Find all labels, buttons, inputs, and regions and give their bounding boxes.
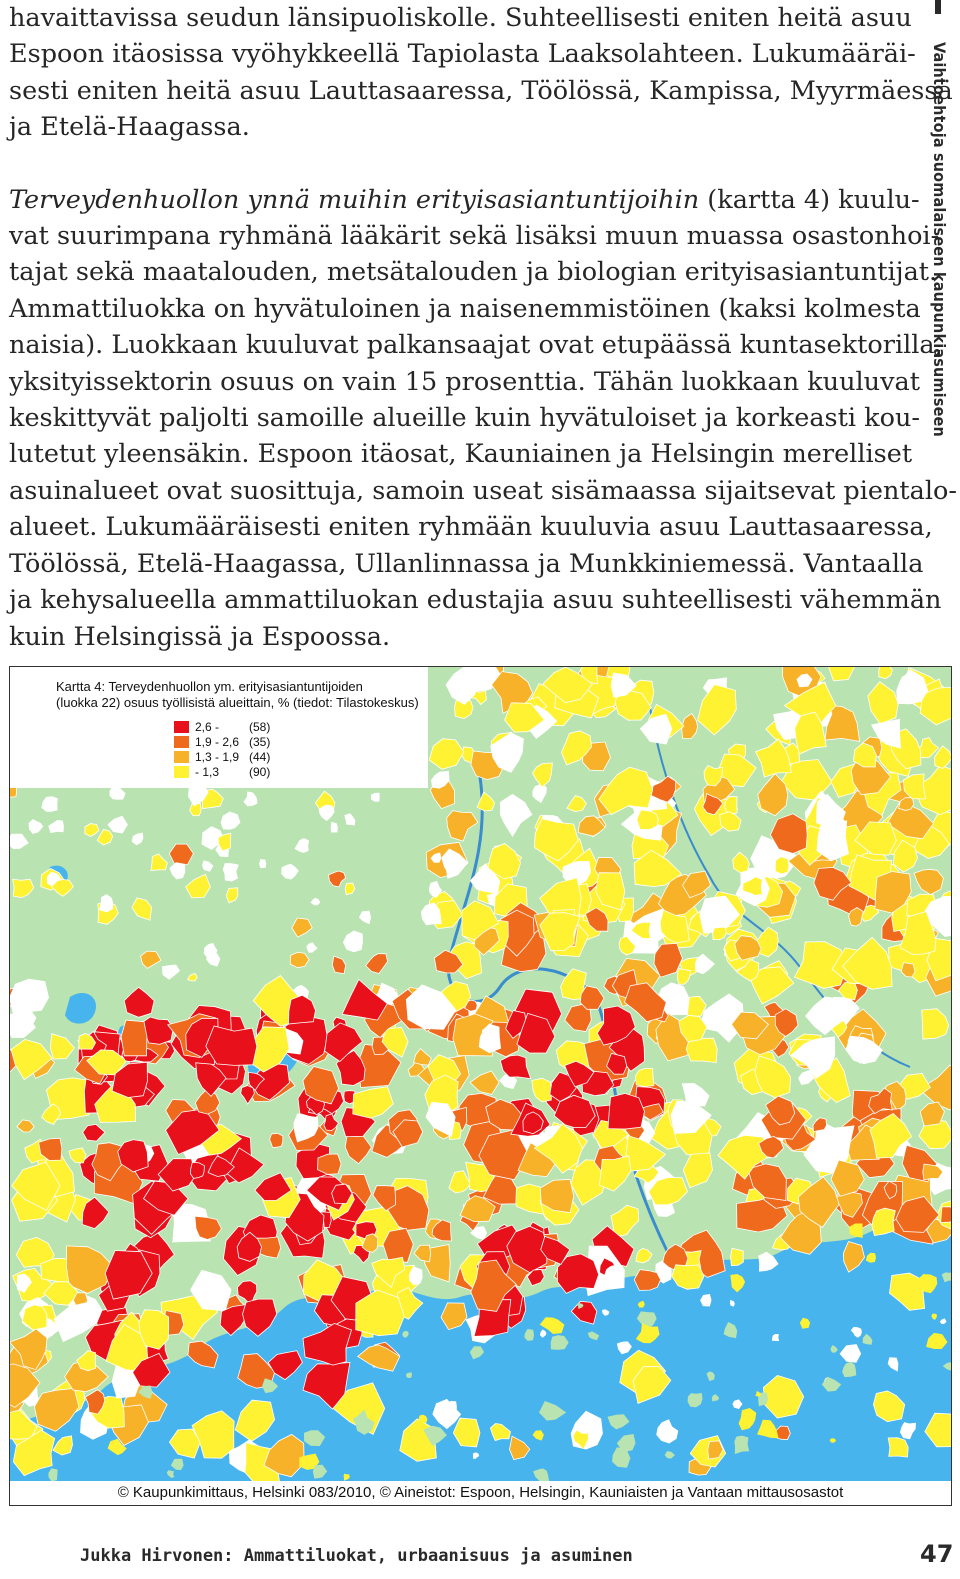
map-legend: [10, 667, 428, 788]
map-region: [10, 979, 49, 1013]
footer-author-title: Jukka Hirvonen: Ammattiluokat, urbaanisuus ja asuminen: [80, 1546, 633, 1566]
map-region: [731, 1248, 744, 1265]
map-title-line-2: (luokka 22) osuus työllisistä alueittain, % (tiedot: Tilastokeskus): [56, 695, 419, 710]
legend-swatch: [174, 721, 189, 733]
text-line: ja Etelä-Haagassa.: [9, 112, 250, 143]
map-region: [371, 793, 379, 801]
legend-count: (58): [249, 720, 271, 734]
page-number: 47: [920, 1540, 954, 1568]
legend-swatch: [174, 766, 189, 778]
map-region: [635, 1069, 654, 1087]
text-line: [9, 182, 920, 218]
map-region: [331, 822, 337, 832]
paragraph-1: [9, 0, 953, 146]
legend-range: 1,9 - 2,6: [195, 735, 240, 749]
map-graphic: [10, 667, 951, 1505]
map-region: [888, 1438, 908, 1457]
map-region: [223, 863, 238, 881]
map-region: [608, 1093, 645, 1129]
text-line: vat suurimpana ryhmänä lääkärit sekä lisäksi muun muassa osastonhoi-: [9, 221, 940, 252]
map-region: [725, 797, 737, 815]
legend-range: 2,6 -: [195, 720, 220, 734]
map-region: [713, 927, 727, 939]
legend-swatch: [174, 751, 189, 763]
text-line: asuinalueet ovat suosittuja, samoin useat sisämaassa sijaitsevat pientalo-: [9, 475, 957, 506]
legend-count: (90): [249, 765, 271, 779]
text-line: Töölössä, Etelä-Haagassa, Ullanlinnassa ja Munkkiniemessä. Vantaalla: [9, 548, 924, 579]
text-line: keskittyvät paljolti samoille alueille kuin hyvätuloiset ja korkeasti kou-: [9, 403, 920, 434]
map-region: [775, 857, 789, 874]
legend-count: (35): [249, 735, 271, 749]
text-line: tajat sekä maatalouden, metsätalouden ja biologian erityisasiantuntijat.: [9, 257, 938, 288]
text-line: ja kehysalueella ammattiluokan edustajia asuu suhteellisesti vähemmän: [9, 585, 942, 616]
text-line: yksityissektorin osuus on vain 15 prosenttia. Tähän luokkaan kuuluvat: [9, 366, 920, 397]
choropleth-map: [9, 666, 952, 1506]
island: [734, 1436, 749, 1455]
map-region: [191, 1162, 205, 1178]
text-line: Ammattiluokka on hyvätuloinen ja naisenemmistöinen (kaksi kolmesta: [9, 293, 921, 324]
map-region: [634, 1270, 660, 1291]
map-region: [318, 1154, 342, 1174]
legend-swatch: [174, 736, 189, 748]
legend-count: (44): [249, 750, 271, 764]
map-credit: © Kaupunkimittaus, Helsinki 083/2010, © Aineistot: Espoon, Helsingin, Kauniaisten ja Vantaan mittausosastot: [10, 1481, 951, 1505]
legend-range: - 1,3: [195, 765, 220, 779]
text-line: Espoon itäosissa vyöhykkeellä Tapiolasta Laaksolahteen. Lukumääräi-: [9, 39, 916, 70]
text-fragment: (kartta 4) kuulu-: [699, 184, 920, 215]
italic-term: Terveydenhuollon ynnä muihin erityisasiantuntijoihin: [9, 184, 700, 215]
side-running-title: Vaihtoehtoja suomalaiseen kaupunkiasumiseen: [930, 42, 949, 437]
map-region: [260, 860, 266, 868]
legend-range: 1,3 - 1,9: [195, 750, 240, 764]
side-bar-mark: [935, 0, 941, 14]
text-line: havaittavissa seudun länsipuoliskolle. Suhteellisesti eniten heitä asuu: [9, 3, 912, 33]
map-region: [941, 1207, 951, 1223]
text-line: sesti eniten heitä asuu Lauttasaaressa, Töölössä, Kampissa, Myyrmäessä: [9, 75, 953, 106]
map-region: [121, 1020, 147, 1056]
text-line: lutetut yleensäkin. Espoon itäosat, Kauniainen ja Helsingin merelliset: [9, 439, 913, 470]
map-title-line-1: Kartta 4: Terveydenhuollon ym. erityisasiantuntijoiden: [56, 679, 363, 694]
text-line: alueet. Lukumääräisesti eniten ryhmään kuuluvia asuu Lauttasaaressa,: [9, 512, 933, 543]
map-region: [270, 1133, 283, 1147]
text-line: naisia). Luokkaan kuuluvat palkansaajat ovat etupäässä kuntasektorilla,: [9, 330, 943, 361]
text-line: kuin Helsingissä ja Espoossa.: [9, 621, 391, 652]
